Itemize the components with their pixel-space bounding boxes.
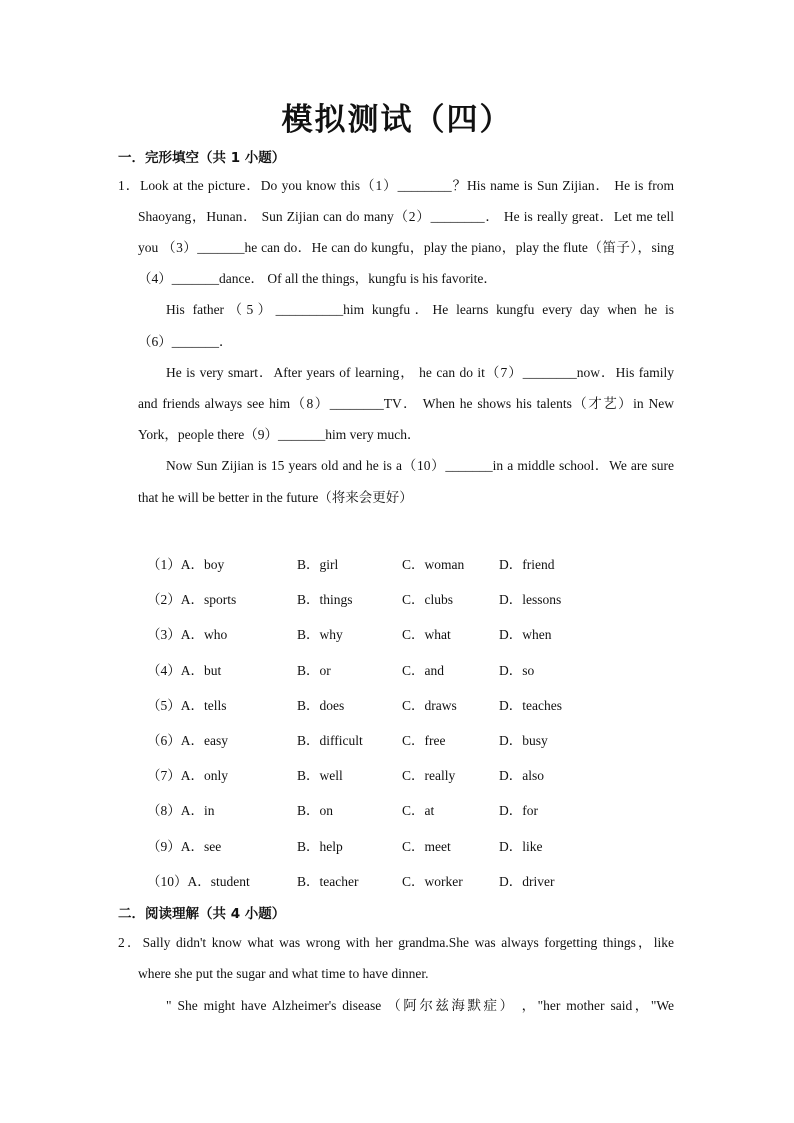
option-d: D．so — [499, 663, 535, 678]
passage-line: （6）_______． — [138, 334, 233, 349]
option-a: （9）A．see — [147, 839, 222, 854]
option-a: （5）A．tells — [147, 698, 227, 713]
option-d: D．when — [499, 627, 552, 642]
option-a: （8）A．in — [147, 803, 215, 818]
option-c: C．worker — [402, 874, 463, 889]
option-c: C．free — [402, 733, 446, 748]
option-row-3 — [0, 623, 794, 641]
option-row-7 — [0, 764, 794, 782]
option-row-4 — [0, 659, 794, 677]
option-b: B．girl — [297, 557, 339, 572]
option-b: B．difficult — [297, 733, 363, 748]
option-row-9 — [0, 835, 794, 853]
option-row-8 — [0, 799, 794, 817]
option-d: D．like — [499, 839, 543, 854]
option-b: B．help — [297, 839, 343, 854]
passage-line: 2．Sally didn't know what was wrong with her grandma.She was always forgetting things，like — [118, 935, 674, 950]
option-c: C．woman — [402, 557, 465, 572]
passage-line: you （3）_______he can do．He can do kungfu，play the piano，play the flute（笛子），sing — [138, 240, 674, 255]
option-d: D．friend — [499, 557, 555, 572]
option-d: D．driver — [499, 874, 555, 889]
section-heading-cloze: 一．完形填空（共 1 小题） — [118, 150, 286, 166]
passage-line: and friends always see him（8）________TV． When he shows his talents（才艺）in New — [138, 396, 674, 411]
option-d: D．busy — [499, 733, 548, 748]
option-b: B．or — [297, 663, 331, 678]
option-c: C．what — [402, 627, 451, 642]
option-d: D．teaches — [499, 698, 562, 713]
option-c: C．really — [402, 768, 456, 783]
option-row-2 — [0, 588, 794, 606]
section-heading-reading: 二．阅读理解（共 4 小题） — [118, 906, 286, 922]
option-a: （10）A．student — [147, 874, 250, 889]
option-a: （2）A．sports — [147, 592, 237, 607]
option-a: （6）A．easy — [147, 733, 228, 748]
option-d: D．for — [499, 803, 538, 818]
option-c: C．at — [402, 803, 435, 818]
option-c: C．meet — [402, 839, 451, 854]
option-b: B．things — [297, 592, 353, 607]
option-row-1 — [0, 553, 794, 571]
option-b: B．teacher — [297, 874, 359, 889]
option-row-10 — [0, 870, 794, 888]
option-row-5 — [0, 694, 794, 712]
option-c: C．draws — [402, 698, 457, 713]
option-a: （3）A．who — [147, 627, 228, 642]
passage-line: 1．Look at the picture．Do you know this（1）________？His name is Sun Zijian． He is from — [118, 178, 674, 193]
passage-line: He is very smart．After years of learning， he can do it（7）________now．His family — [166, 365, 674, 380]
passage-line: Shaoyang，Hunan． Sun Zijian can do many（2）________． He is really great．Let me tell — [138, 209, 674, 224]
passage-line: His father（5）__________him kungfu．He learns kungfu every day when he is — [166, 302, 674, 317]
option-d: D．also — [499, 768, 544, 783]
passage-line: where she put the sugar and what time to have dinner. — [138, 966, 429, 981]
option-c: C．and — [402, 663, 444, 678]
passage-line: （4）_______dance． Of all the things，kungfu is his favorite． — [138, 271, 497, 286]
option-b: B．well — [297, 768, 343, 783]
passage-line: Now Sun Zijian is 15 years old and he is a（10）_______in a middle school．We are sure — [166, 458, 674, 473]
passage-line: that he will be better in the future（将来会更好） — [138, 490, 413, 505]
option-b: B．why — [297, 627, 343, 642]
option-d: D．lessons — [499, 592, 562, 607]
option-c: C．clubs — [402, 592, 454, 607]
option-a: （1）A．boy — [147, 557, 225, 572]
option-row-6 — [0, 729, 794, 747]
option-b: B．on — [297, 803, 334, 818]
page-title: 模拟测试（四） — [281, 102, 513, 138]
passage-line: York，people there（9）_______him very much． — [138, 427, 421, 442]
option-b: B．does — [297, 698, 345, 713]
option-a: （7）A．only — [147, 768, 228, 783]
option-a: （4）A．but — [147, 663, 222, 678]
passage-line: " She might have Alzheimer's disease （阿尔兹海默症） ，"her mother said，"We — [166, 998, 674, 1013]
